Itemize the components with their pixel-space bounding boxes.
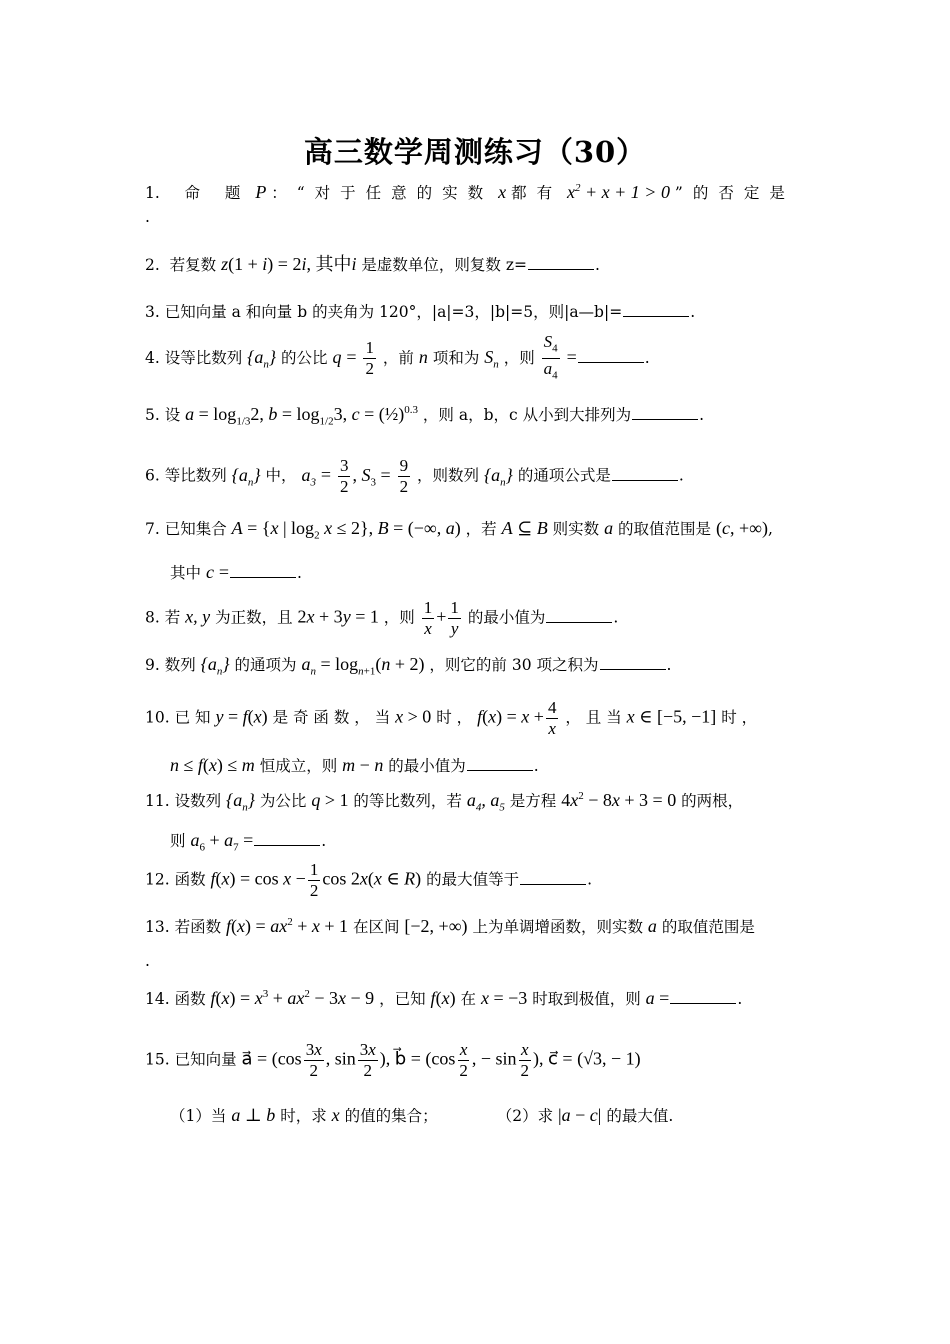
question-15: 15. 已知向量 a⃗ = (cos $\frac{3x}{2}$ , sin $\frac{3x}{2}$ ), b⃗ = (cos $\frac{x}{2}$ , − sin $\frac{x}{2}$ ), c⃗ = (√3, − 1) （1）当 a ⊥ b 时，求 x 的值的集合； （2）求 |a − c| 的最大值. bbox=[145, 1040, 674, 1125]
answer-blank[interactable] bbox=[670, 989, 736, 1004]
question-4: 4. 设等比数列 $\{a_n\}$ 的公比 q = $\frac{1}{2}$ ，前 n 项和为 $S_n$ ，则 $\frac{S_4}{a_4}$ = . bbox=[145, 332, 650, 382]
question-14: 14. 函数 $f(x) = x^3 + ax^2 - 3x - 9$ ，已知 f(x) 在 x = −3 时取到极值，则 a = . bbox=[145, 988, 743, 1008]
page-title: 高三数学周测练习（30） bbox=[303, 135, 647, 169]
answer-blank[interactable] bbox=[632, 405, 698, 420]
answer-blank[interactable] bbox=[546, 608, 612, 623]
answer-blank[interactable] bbox=[623, 302, 689, 317]
question-6: 6. 等比数列 $\{a_n\}$ 中， $a_3$ = $\frac{3}{2}$ , $S_3$ = $\frac{9}{2}$ ，则数列 $\{a_n\}$ 的通项公式是 . bbox=[145, 456, 684, 496]
question-3: 3. 已知向量 a 和向量 b 的夹角为 120°，|a|=3，|b|=5，则|a—b|= . bbox=[145, 303, 696, 321]
question-13: 13. 若函数 $f(x) = ax^2 + x + 1$ 在区间 [−2, +∞) 上为单调增函数，则实数 a 的取值范围是 . bbox=[145, 916, 755, 970]
answer-blank[interactable] bbox=[578, 348, 644, 363]
answer-blank[interactable] bbox=[600, 655, 666, 670]
question-11: 11. 设数列 $\{a_n\}$ 为公比 q > 1 的等比数列，若 $a_4$, $a_5$ 是方程 $4x^2 - 8x + 3 = 0$ 的两根， 则 $a_6 + a_7$ = . bbox=[145, 790, 744, 854]
question-8: 8. 若 x, y 为正数，且 2x + 3y = 1 ，则 $\frac{1}{x}$ + $\frac{1}{y}$ 的最小值为 . bbox=[145, 598, 619, 638]
answer-blank[interactable] bbox=[528, 255, 594, 270]
question-2: 2. 若复数 z(1 + i) = 2i, 其中i 是虚数单位，则复数 z= . bbox=[145, 254, 600, 274]
answer-blank[interactable] bbox=[520, 870, 586, 885]
answer-blank[interactable] bbox=[612, 466, 678, 481]
question-7: 7. 已知集合 A = {x | $\log_2 x \le 2$}, B = (−∞, a) ，若 A ⊆ B 则实数 a 的取值范围是 (c, +∞), 其中 c = . bbox=[145, 518, 773, 582]
question-5: 5. 设 $a = \log_{1/3}2$, $b = \log_{1/2}3$, c = (½)$^{0.3}$ ，则 a，b，c 从小到大排列为 . bbox=[145, 404, 705, 428]
question-10: 10. 已 知 y = f(x) 是 奇 函 数 ， 当 x > 0 时 ， f(x) = x + $\frac{4}{x}$ ， 且 当 x ∈ [−5, −1] 时 ， n ≤ f(x) ≤ m 恒成立，则 m − n 的最小值为 . bbox=[145, 698, 758, 775]
answer-blank[interactable] bbox=[467, 756, 533, 771]
answer-blank[interactable] bbox=[230, 563, 296, 578]
answer-blank[interactable] bbox=[254, 831, 320, 846]
question-9: 9. 数列 $\{a_n\}$ 的通项为 $a_n = \log_{n+1}(n + 2)$ ，则它的前 30 项之积为 . bbox=[145, 654, 672, 678]
question-1: 1. 命 题 P ：“对于任意的实数 x 都有 $x^2 + x + 1 > 0$ ”的否定是 . bbox=[145, 182, 795, 226]
question-12: 12. 函数 f(x) = cos x − $\frac{1}{2}$ cos 2x(x ∈ R) 的最大值等于 . bbox=[145, 860, 593, 900]
